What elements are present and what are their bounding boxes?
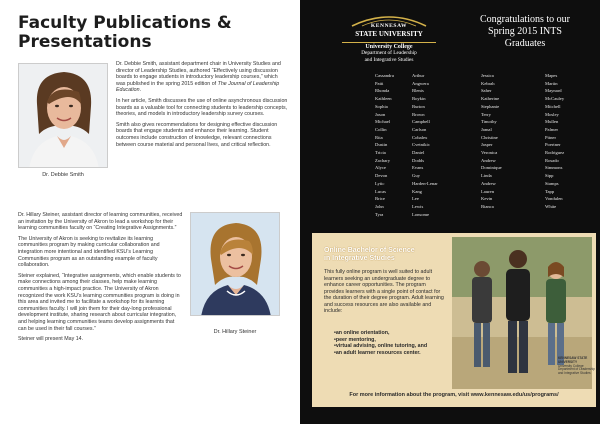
debbie-smith-photo [18, 63, 108, 168]
smith-paragraph-3: Smith also gives recommendations for designing effective discussion boards that engage students and enhance their learning. Student outcomes include construction of knowledge, relevant connections between course material and personal lives, and critical reflection. [116, 121, 278, 148]
promo-title-line-1: Online Bachelor of Science [324, 247, 415, 254]
graduate-name: Kathleen [375, 96, 392, 102]
graduate-name: Simmons [545, 165, 563, 171]
graduate-name: Maynard [545, 88, 562, 94]
names-column-first-1 [375, 72, 394, 218]
portrait-debbie-smith-image [19, 64, 108, 168]
graduate-name: Lucas [375, 188, 386, 194]
graduate-name: Angwera [412, 80, 429, 86]
graduate-name: Mullen [545, 119, 559, 125]
mini-logo-line-3: Department of Leadership and Integrative Studies [558, 367, 595, 376]
graduate-name: White [545, 203, 557, 209]
online-program-promo [312, 233, 596, 407]
graduate-name: Alyce [375, 165, 386, 171]
names-column-last-2 [545, 72, 564, 211]
graduate-name: Patti [375, 80, 384, 86]
steiner-paragraph-4: Steiner will present May 14. [18, 336, 84, 343]
graduate-name: Campbell [412, 119, 430, 125]
congratulations-heading [460, 14, 590, 50]
graduate-name: Tapp [545, 188, 555, 194]
graduate-name: Saher [481, 88, 492, 94]
logo-dept-line2: and Integrative Studies [364, 56, 414, 63]
steiner-paragraph-2: The University of Akron is seeking to revitalize its learning communities program by making curricular collaboration and integration more intentional and identified KSU’s Learning Communities program as an outstanding example of faculty collaboration. [18, 235, 160, 269]
graduate-name: Rosado [545, 157, 559, 163]
graduate-name: Rhonda [375, 88, 390, 94]
logo-dept-line1: Department of Leadership [361, 50, 417, 57]
smith-paragraph-1-end: . [139, 87, 142, 94]
names-column-last-1 [412, 72, 438, 218]
logo-college: University College [365, 44, 413, 50]
graduate-name: Zachary [375, 157, 391, 163]
graduate-name: Bianca [481, 203, 494, 209]
graduate-name: Stamps [545, 180, 559, 186]
graduate-name: Dustin [375, 142, 388, 148]
graduate-name: Lauren [481, 188, 495, 194]
graduate-name: Sipp [545, 173, 554, 179]
promo-feature-list [334, 330, 444, 356]
graduate-name: Vondulen [545, 196, 563, 202]
congrats-line-1: Congratulations to our [480, 14, 570, 25]
graduate-name: Jasper [481, 142, 493, 148]
graduate-name: Martin [545, 80, 558, 86]
graduate-name: Lytic [375, 180, 385, 186]
graduate-name: Mosley [545, 111, 559, 117]
graduate-name: Devon [375, 173, 388, 179]
graduate-name: Linda [481, 173, 492, 179]
graduate-name: Dominique [481, 165, 502, 171]
ksu-logo [336, 14, 442, 70]
graduate-name: Pitner [545, 134, 556, 140]
graduate-name: Rodriguez [545, 150, 565, 156]
graduate-name: Palmer [545, 126, 559, 132]
graduate-name: Timothy [481, 119, 497, 125]
graduate-name: Brice [375, 196, 385, 202]
hillary-steiner-caption: Dr. Hillary Steiner [213, 329, 257, 335]
graduate-name: Daniel [412, 150, 425, 156]
promo-mini-logo [558, 357, 596, 381]
graduate-name: Evans [412, 165, 424, 171]
graduate-name: McCauley [545, 96, 565, 102]
graduate-name: Collin [375, 126, 387, 132]
graduate-name: Jamal [481, 126, 492, 132]
logo-state-university: STATE UNIVERSITY [355, 30, 423, 38]
graduate-name: Tricia [375, 150, 386, 156]
graduate-name: Michael [375, 119, 391, 125]
list-item: • an online orientation, [334, 330, 444, 337]
graduate-name: Christine [481, 134, 498, 140]
names-column-first-2 [481, 72, 502, 211]
smith-article [116, 61, 288, 152]
graduate-name: Carlson [412, 126, 427, 132]
graduate-name: Burton [412, 103, 425, 109]
graduate-name: Mitchell [545, 103, 561, 109]
graduate-name: Dodds [412, 157, 424, 163]
graduate-name: Mapes [545, 73, 558, 78]
mini-logo-line-1: KENNESAW STATE UNIVERSITY [558, 356, 588, 364]
graduate-names [375, 72, 580, 227]
graduate-name: Arthur [412, 73, 425, 78]
logo-kennesaw: KENNESAW [370, 23, 408, 29]
graduate-name: Guy [412, 173, 420, 179]
graduate-name: Kang [412, 188, 422, 194]
graduate-name: Cobalex [412, 134, 428, 140]
list-item: • peer mentoring, [334, 337, 444, 344]
graduate-name: Kevin [481, 196, 493, 202]
debbie-smith-caption: Dr. Debbie Smith [42, 172, 84, 178]
congrats-line-2: Spring 2015 INTS [488, 26, 562, 37]
list-item: • an adult learner resources center. [334, 350, 444, 357]
promo-body: This fully online program is well suited to adult learners seeking an undergraduate degree to enhance career opportunities. The program provides learners with a single point of contact for the duration of their degree program. Adult learning and success resources are also available and include: [324, 269, 444, 314]
graduate-name: Tyra [375, 211, 384, 217]
list-item: • virtual advising, online tutoring, and [334, 343, 444, 350]
graduate-name: Terry [481, 111, 491, 117]
steiner-paragraph-1: Dr. Hillary Steiner, assistant director of learning communities, received an invitation by the University of Akron to lead a workshop for their learning communities faculty on “Creating Integrative Assignments.” [18, 212, 183, 232]
graduate-name: Veronica [481, 150, 498, 156]
graduate-name: Lonsome [412, 211, 430, 217]
graduate-name: Brown [412, 111, 425, 117]
smith-paragraph-1-text: Dr. Debbie Smith, assistant department chair in University Studies and director of Leadership Studies, authored “Effectively using discussion boards to engage students in introductory leadership courses,” which was published in the spring 2015 edition of [116, 61, 281, 87]
hillary-steiner-photo [190, 212, 280, 316]
graduate-name: Lee [412, 196, 419, 202]
program-info-link[interactable]: For more information about the program, visit www.kennesaw.edu/us/programs/ [349, 392, 559, 398]
graduate-name: Andrew [481, 180, 496, 186]
page-title: Faculty Publications & Presentations [18, 13, 232, 52]
right-page [300, 0, 600, 424]
logo-rule [342, 42, 436, 43]
journal-title: The Journal of Leadership Education [116, 80, 280, 94]
steiner-article [18, 212, 184, 347]
graduate-name: Cassandra [375, 73, 394, 78]
graduate-name: Stephanie [481, 103, 500, 109]
graduate-name: Rita [375, 134, 383, 140]
graduate-name: Lewis [412, 203, 424, 209]
smith-paragraph-1 [116, 61, 288, 94]
graduate-name: Kebrah [481, 80, 495, 86]
graduate-name: Jessica [481, 73, 494, 78]
graduate-name: Sophia [375, 103, 388, 109]
graduate-name: Harden-Lenar [412, 180, 438, 186]
graduate-name: Katherine [481, 96, 500, 102]
steiner-paragraph-3: Steiner explained, “Integrative assignments, which enable students to make connections among their classes, help make learning communities a high-impact practice. The University of Akron recognized the work KSU’s learning communities program is doing in this area and invited me to facilitate a workshop for its learning communities faculty. I will join them for their day-long professional development institute, sharing research about curricular integration, and helping learning communities teams develop assignments that can be used in their fall courses.” [18, 272, 181, 332]
congrats-line-3: Graduates [504, 38, 546, 49]
graduate-name: Cvetnikic [412, 142, 430, 148]
graduate-name: John [375, 203, 384, 209]
graduate-name: Jason [375, 111, 386, 117]
portrait-hillary-steiner-image [191, 213, 280, 316]
graduate-name: Boykin [412, 96, 426, 102]
graduate-name: Andrew [481, 157, 496, 163]
mini-logo-line-2: University College [558, 363, 584, 368]
promo-title [324, 247, 444, 263]
graduate-name: Poertner [545, 142, 561, 148]
graduate-name: Blenis [412, 88, 424, 94]
promo-title-line-2: in Integrative Studies [324, 255, 395, 262]
smith-paragraph-2: In her article, Smith discusses the use of online asynchronous discussion boards as a valuable tool for connecting students to leadership concepts, theories, and models in introductory leadership survey courses. [116, 97, 288, 118]
logo-department [336, 44, 442, 63]
